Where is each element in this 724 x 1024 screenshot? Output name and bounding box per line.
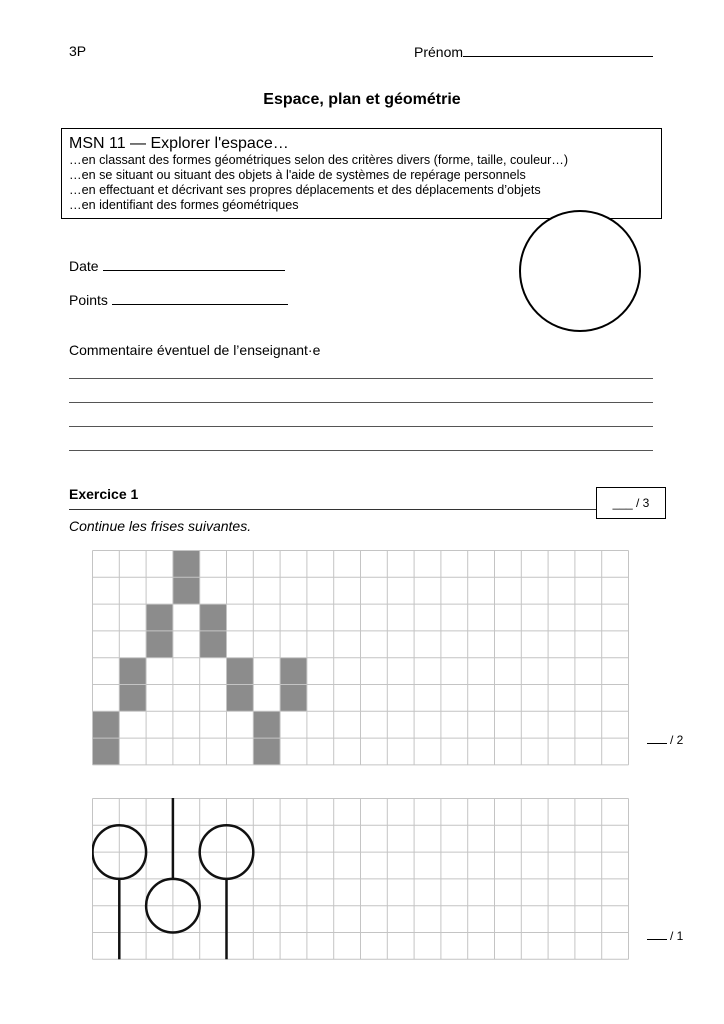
frieze-grid-1[interactable] xyxy=(92,550,630,767)
exercise-divider xyxy=(69,509,597,510)
date-blank-line[interactable] xyxy=(103,257,285,271)
filled-cell xyxy=(119,658,146,685)
score-total: / 1 xyxy=(670,929,684,943)
objective-item: …en classant des formes géométriques selon des critères divers (forme, taille, couleur…) xyxy=(69,153,569,167)
filled-cell xyxy=(253,711,280,738)
filled-cell xyxy=(119,685,146,712)
filled-cell xyxy=(280,685,307,712)
comment-line[interactable] xyxy=(69,402,653,403)
grade-circle xyxy=(519,210,641,332)
score-blank-line[interactable] xyxy=(647,939,667,940)
objective-item: …en se situant ou situant des objets à l'aide de systèmes de repérage personnels xyxy=(69,168,526,182)
exercise-instruction: Continue les frises suivantes. xyxy=(69,518,252,534)
points-blank-line[interactable] xyxy=(112,291,288,305)
frieze-1-score[interactable] xyxy=(647,733,683,747)
objectives-title: MSN 11 — Explorer l'espace… xyxy=(69,135,289,152)
comment-line[interactable] xyxy=(69,426,653,427)
filled-cell xyxy=(93,738,120,765)
objectives-box xyxy=(61,128,662,219)
filled-cell xyxy=(93,711,120,738)
score-total: / 2 xyxy=(670,733,684,747)
filled-cell xyxy=(227,658,254,685)
objective-item: …en effectuant et décrivant ses propres déplacements et des déplacements d’objets xyxy=(69,183,541,197)
filled-cell xyxy=(146,631,173,658)
filled-cell xyxy=(146,604,173,631)
filled-cell xyxy=(173,577,200,604)
filled-cell xyxy=(173,551,200,578)
exercise-score-box[interactable]: ___ / 3 xyxy=(596,487,666,519)
name-label: Prénom xyxy=(414,44,464,60)
filled-cell xyxy=(200,604,227,631)
class-label: 3P xyxy=(69,43,87,59)
frieze-2-score[interactable] xyxy=(647,929,683,943)
points-label: Points xyxy=(69,292,108,308)
name-field[interactable] xyxy=(414,43,653,60)
date-field[interactable] xyxy=(69,257,285,274)
points-field[interactable] xyxy=(69,291,288,308)
comment-line[interactable] xyxy=(69,378,653,379)
date-label: Date xyxy=(69,258,99,274)
filled-cell xyxy=(253,738,280,765)
score-blank-line[interactable] xyxy=(647,743,667,744)
page-title: Espace, plan et géométrie xyxy=(263,91,461,108)
teacher-comment-label: Commentaire éventuel de l’enseignant·e xyxy=(69,342,321,358)
filled-cell xyxy=(280,658,307,685)
comment-line[interactable] xyxy=(69,450,653,451)
name-blank-line[interactable] xyxy=(463,43,653,57)
objective-item: …en identifiant des formes géométriques xyxy=(69,198,299,212)
filled-cell xyxy=(227,685,254,712)
exercise-title: Exercice 1 xyxy=(69,486,139,502)
frieze-grid-2[interactable] xyxy=(92,798,630,963)
filled-cell xyxy=(200,631,227,658)
